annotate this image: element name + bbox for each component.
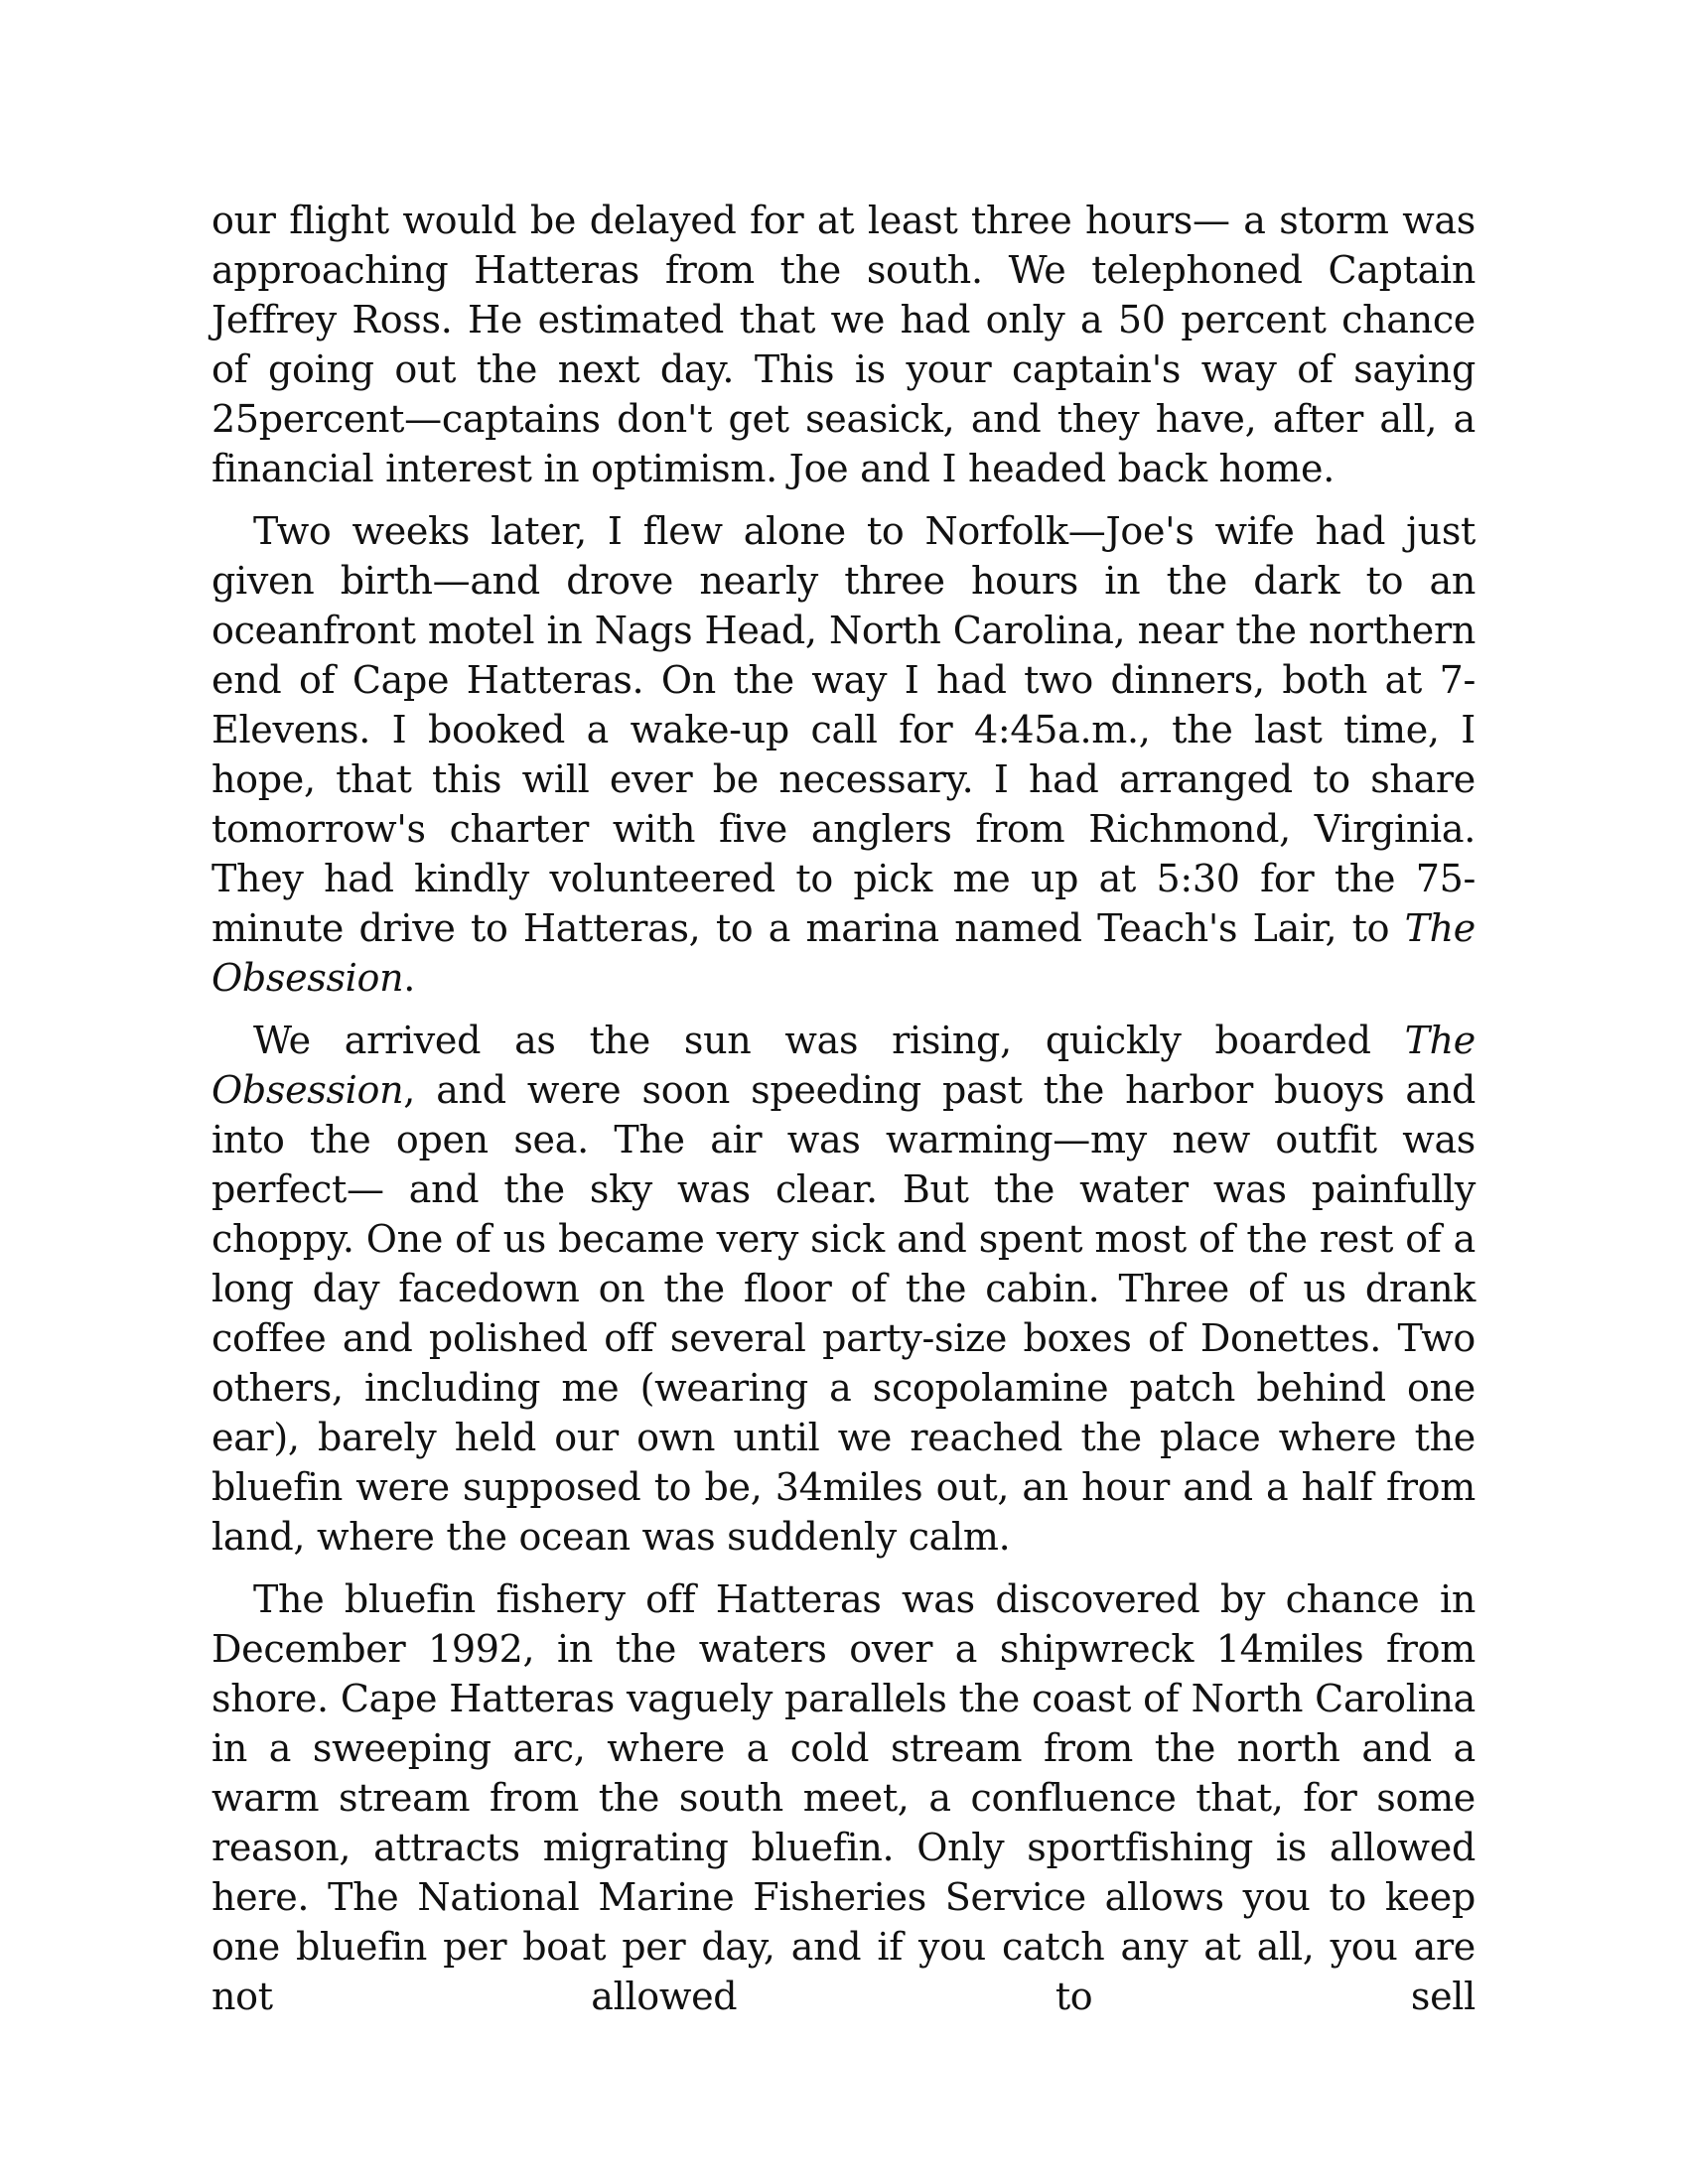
paragraph-3-text: , and were soon speeding past the harbor buoys and into the open sea. The air was warming—my new outfit was perfect— and the sky was clear. But the water was painfully choppy. One of us became very sick and spent most of the rest of a long day facedown on the floor of the cabin. Three of us drank coffee and polished off several party-size boxes of Donettes. Two others, including me (wearing a scopolamine patch behind one ear), barely held our own until we reached the place where the bluefin were supposed to be, 34miles out, an hour and a half from land, where the ocean was suddenly calm. xyxy=(211,1068,1476,1559)
paragraph-1-text: our flight would be delayed for at least three hours— a storm was approaching Hatteras from the south. We telephoned Captain Jeffrey Ross. He estimated that we had only a 50 percent chance of going out the next day. This is your captain's way of saying 25percent—captains don't get seasick, and they have, after all, a financial interest in optimism. Joe and I headed back home. xyxy=(211,199,1476,490)
paragraph-2-end: . xyxy=(403,956,416,1000)
paragraph-4-text: The bluefin fishery off Hatteras was discovered by chance in December 1992, in the waters over a shipwreck 14miles from shore. Cape Hatteras vaguely parallels the coast of North Carolina in a sweeping arc, where a cold stream from the north and a warm stream from the south meet, a confluence that, for some reason, attracts migrating bluefin. Only sportfishing is allowed here. The National Marine Fisheries Service allows you to keep one bluefin per boat per day, and if you catch any at all, you are not allowed to sell xyxy=(211,1577,1476,2018)
document-page xyxy=(211,196,1476,2034)
paragraph-2 xyxy=(211,506,1476,1003)
paragraph-2-text: Two weeks later, I flew alone to Norfolk—Joe's wife had just given birth—and drove nearly three hours in the dark to an oceanfront motel in Nags Head, North Carolina, near the northern end of Cape Hatteras. On the way I had two dinners, both at 7-Elevens. I booked a wake-up call for 4:45a.m., the last time, I hope, that this will ever be necessary. I had arranged to share tomorrow's charter with five anglers from Richmond, Virginia. They had kindly volunteered to pick me up at 5:30 for the 75-minute drive to Hatteras, to a marina named Teach's Lair, to xyxy=(211,509,1476,950)
paragraph-3 xyxy=(211,1016,1476,1562)
boat-name: The Obsession xyxy=(211,1019,1476,1112)
boat-name: The Obsession xyxy=(211,906,1476,1000)
paragraph-4 xyxy=(211,1574,1476,2021)
paragraph-3-start: We arrived as the sun was rising, quickly boarded xyxy=(253,1019,1405,1062)
paragraph-1 xyxy=(211,196,1476,493)
